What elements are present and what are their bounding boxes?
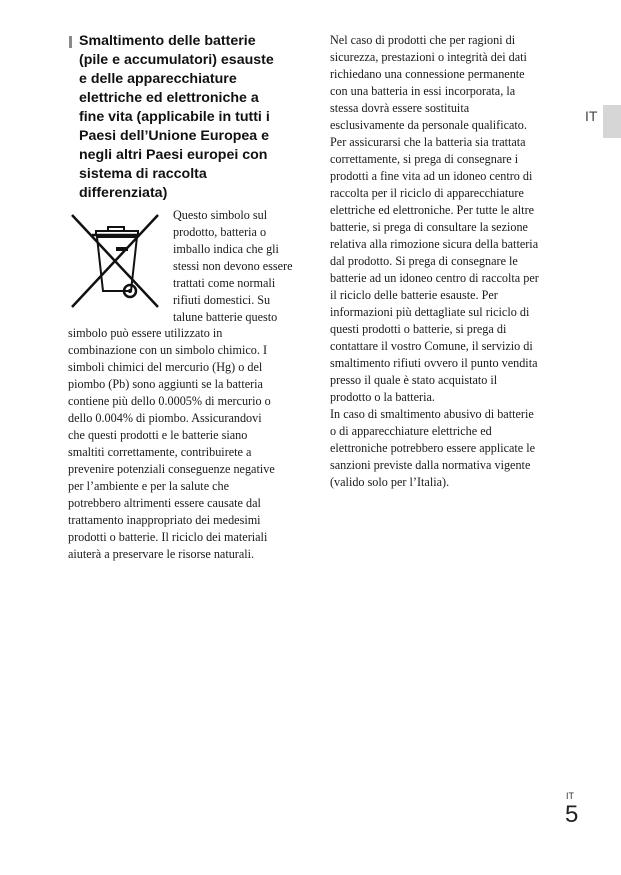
symbol-description <box>173 207 308 326</box>
heading-marker <box>69 36 72 48</box>
text-line: o di apparecchiature elettriche ed <box>330 424 492 438</box>
text-line: simbolo può essere utilizzato in <box>68 326 223 340</box>
text-line: prodotto, batteria o <box>173 225 267 239</box>
text-line: talune batterie questo <box>173 310 278 324</box>
text-line: prevenire potenziali conseguenze negative <box>68 462 275 476</box>
language-side-tab-label: IT <box>585 108 598 124</box>
symbol-block <box>68 207 304 324</box>
text-line: presso il quale è stato acquistato il <box>330 373 498 387</box>
text-line: esclusivamente da personale qualificato. <box>330 118 527 132</box>
heading-line: Paesi dell’Unione Europea e <box>79 128 270 144</box>
text-line: elettroniche potrebbero essere applicate le <box>330 441 536 455</box>
section-heading <box>68 32 304 203</box>
text-line: prodotti a fine vita ad un idoneo centro di <box>330 169 533 183</box>
text-line: per l’ambiente e per la salute che <box>68 479 230 493</box>
text-line: Nel caso di prodotti che per ragioni di <box>330 33 516 47</box>
page-language-code: IT <box>566 791 574 801</box>
text-line: Per assicurarsi che la batteria sia trattata <box>330 135 526 149</box>
text-line: sicurezza, prestazioni o integrità dei dati <box>330 50 527 64</box>
text-line: contiene più dello 0.0005% di mercurio o <box>68 394 271 408</box>
text-line: dello 0.004% di piombo. Assicurandovi <box>68 411 262 425</box>
heading-line: negli altri Paesi europei con <box>79 147 268 163</box>
text-line: smaltimento rifiuti ovvero il punto vendita <box>330 356 538 370</box>
text-line: informazioni più dettagliate sul riciclo di <box>330 305 530 319</box>
text-line: trattati come normali <box>173 276 276 290</box>
heading-line: Smaltimento delle batterie <box>79 33 256 49</box>
text-line: simboli chimici del mercurio (Hg) o del <box>68 360 263 374</box>
text-line: potrebbero altrimenti essere causate dal <box>68 496 261 510</box>
text-line: richiedano una connessione permanente <box>330 67 525 81</box>
text-line: prodotti o batterie. Il riciclo dei materiali <box>68 530 268 544</box>
text-line: questi prodotti o batterie, si prega di <box>330 322 507 336</box>
text-line: batterie ad un idoneo centro di raccolta per <box>330 271 539 285</box>
text-line: aiuterà a preservare le risorse naturali. <box>68 547 255 561</box>
page-number: 5 <box>565 801 579 828</box>
text-line: Questo simbolo sul <box>173 208 268 222</box>
text-line: stessi non devono essere <box>173 259 293 273</box>
text-line: dal prodotto. Si prega di consegnare le <box>330 254 518 268</box>
left-column <box>68 32 304 563</box>
heading-line: (pile e accumulatori) esauste <box>79 52 274 68</box>
heading-line: e delle apparecchiature <box>79 71 237 87</box>
crossed-out-wheelie-bin-icon <box>68 209 164 309</box>
text-line: trattamento inappropriato dei medesimi <box>68 513 261 527</box>
text-line: il riciclo delle batterie esauste. Per <box>330 288 498 302</box>
text-line: contattare il vostro Comune, il servizio di <box>330 339 533 353</box>
text-line: con una batteria in essi incorporata, la <box>330 84 516 98</box>
right-column <box>330 32 565 491</box>
text-line: piombo (Pb) sono aggiunti se la batteria <box>68 377 263 391</box>
text-line: (valido solo per l’Italia). <box>330 475 450 489</box>
text-line: combinazione con un simbolo chimico. I <box>68 343 268 357</box>
text-line: che questi prodotti e le batterie siano <box>68 428 248 442</box>
text-line: rifiuti domestici. Su <box>173 293 271 307</box>
text-line: prodotto o la batteria. <box>330 390 435 404</box>
heading-line: differenziata) <box>79 185 168 201</box>
heading-line: sistema di raccolta <box>79 166 207 182</box>
text-line: imballo indica che gli <box>173 242 279 256</box>
heading-line: elettriche ed elettroniche a <box>79 90 259 106</box>
text-line: relativa alla rimozione sicura della batteria <box>330 237 539 251</box>
text-line: elettriche ed elettroniche. Per tutte le altre <box>330 203 535 217</box>
language-side-tab-bar <box>603 105 621 138</box>
text-line: sanzioni previste dalla normativa vigente <box>330 458 531 472</box>
left-body-text <box>68 325 304 563</box>
text-line: correttamente, si prega di consegnare i <box>330 152 519 166</box>
text-line: batterie, si prega di consultare la sezione <box>330 220 528 234</box>
heading-line: fine vita (applicabile in tutti i <box>79 109 270 125</box>
text-line: raccolta per il riciclo di apparecchiature <box>330 186 524 200</box>
text-line: In caso di smaltimento abusivo di batterie <box>330 407 534 421</box>
text-line: smaltiti correttamente, contribuirete a <box>68 445 252 459</box>
text-line: stessa dovrà essere sostituita <box>330 101 470 115</box>
